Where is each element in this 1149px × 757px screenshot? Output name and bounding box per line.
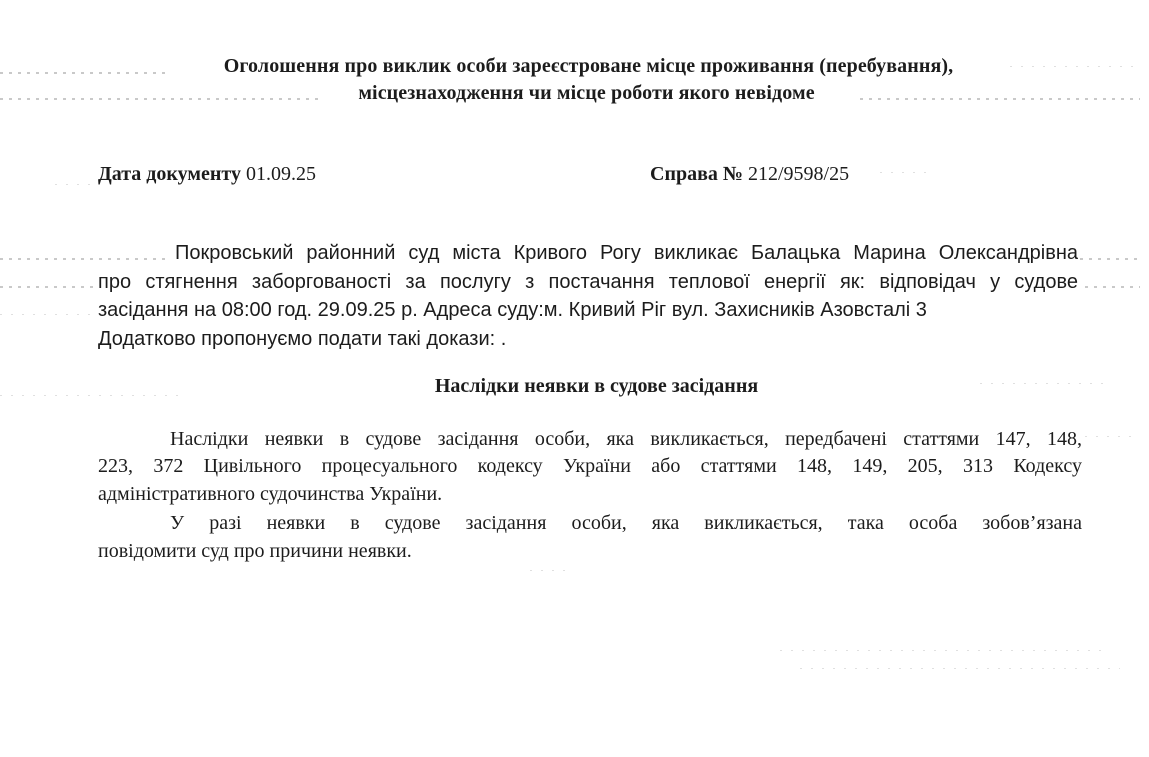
document-title-line-2: місцезнаходження чи місце роботи якого невідоме xyxy=(358,82,815,104)
scan-artifact xyxy=(800,668,1120,669)
scan-artifact xyxy=(0,286,95,288)
summons-line-3: засідання на 08:00 год. 29.09.25 р. Адреса суду:м. Кривий Ріг вул. Захисників Азовсталі 3 xyxy=(98,299,927,321)
document-date-label: Дата документу xyxy=(98,163,241,185)
scan-artifact xyxy=(1080,258,1140,260)
case-number-value: 212/9598/25 xyxy=(748,163,850,185)
document-title-line-1: Оголошення про виклик особи зареєстроване місце проживання (перебування), xyxy=(223,55,954,77)
case-number-label: Справа № xyxy=(650,163,743,185)
consequences-line-5: повідомити суд про причини неявки. xyxy=(98,540,412,562)
summons-line-2: про стягнення заборгованості за послугу з постачання теплової енергії як: відповідач у судове xyxy=(98,271,1078,293)
scan-artifact xyxy=(1085,286,1140,288)
consequences-line-1: Наслідки неявки в судове засідання особи, яка викликається, передбачені статтями 147, 148, xyxy=(170,428,1082,450)
document-date xyxy=(98,163,316,186)
case-number xyxy=(650,163,849,186)
summons-line-1: Покровський районний суд міста Кривого Рогу викликає Балацька Марина Олександрівна xyxy=(175,242,1078,264)
document-date-value: 01.09.25 xyxy=(246,163,316,185)
consequences-line-2: 223, 372 Цивільного процесуального кодексу України або статтями 148, 149, 205, 313 Кодексу xyxy=(98,455,1082,477)
scan-artifact xyxy=(530,570,570,571)
scan-artifact xyxy=(55,184,95,185)
consequences-heading: Наслідки неявки в судове засідання xyxy=(434,375,759,397)
summons-line-4: Додатково пропонуємо подати такі докази: . xyxy=(98,328,507,350)
scan-artifact xyxy=(880,172,930,173)
consequences-line-4: У разі неявки в судове засідання особи, яка викликається, така особа зобов’язана xyxy=(170,512,1082,534)
scan-artifact xyxy=(780,650,1110,651)
scan-artifact xyxy=(0,314,95,315)
scan-artifact xyxy=(0,258,170,260)
scan-artifact xyxy=(1085,436,1140,437)
consequences-line-3: адміністративного судочинства України. xyxy=(98,483,443,505)
